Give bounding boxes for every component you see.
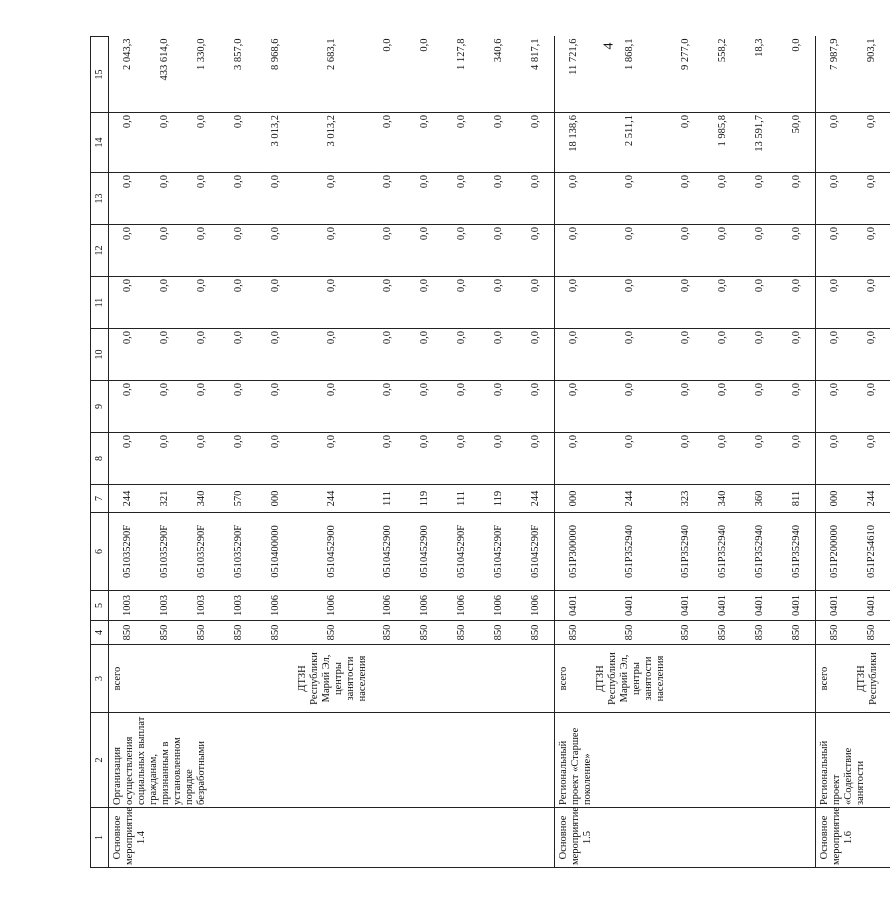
- cell-c6: 051035290F: [183, 513, 220, 591]
- cell-c12: 0,0: [704, 225, 741, 277]
- cell-c12: 0,0: [294, 225, 369, 277]
- cell-c6: 0510452900: [369, 513, 406, 591]
- table-body: [109, 37, 890, 868]
- header-cell: 3: [91, 645, 109, 713]
- cell-c7: 000: [257, 485, 294, 513]
- cell-c12: 0,0: [109, 225, 147, 277]
- cell-c14: 0,0: [146, 113, 183, 173]
- cell-c5: 1003: [146, 591, 183, 621]
- cell-c13: 0,0: [443, 173, 480, 225]
- cell-c5: 1006: [257, 591, 294, 621]
- cell-c10: 0,0: [667, 329, 704, 381]
- cell-c6: 051035290F: [220, 513, 257, 591]
- cell-c5: 0401: [853, 591, 890, 621]
- cell-c9: 0,0: [592, 381, 667, 433]
- cell-c13: 0,0: [741, 173, 778, 225]
- cell-c4: 850: [146, 621, 183, 645]
- cell-c8: 0,0: [294, 433, 369, 485]
- executor-cell: [220, 645, 257, 713]
- cell-c12: 0,0: [183, 225, 220, 277]
- header-cell: 6: [91, 513, 109, 591]
- event-number-cell: Основное мероприятие 1.6: [816, 808, 890, 868]
- cell-c4: 850: [517, 621, 555, 645]
- cell-c11: 0,0: [816, 277, 854, 329]
- cell-c8: 0,0: [555, 433, 593, 485]
- event-number-cell: Основное мероприятие 1.4: [109, 808, 555, 868]
- cell-c7: 244: [109, 485, 147, 513]
- cell-c15: 2 683,1: [294, 37, 369, 113]
- header-cell: 15: [91, 37, 109, 113]
- header-cell: 9: [91, 381, 109, 433]
- cell-c6: 051P352940: [592, 513, 667, 591]
- cell-c12: 0,0: [146, 225, 183, 277]
- cell-c7: 000: [555, 485, 593, 513]
- cell-c6: 0510400000: [257, 513, 294, 591]
- cell-c12: 0,0: [592, 225, 667, 277]
- cell-c10: 0,0: [517, 329, 555, 381]
- cell-c9: 0,0: [257, 381, 294, 433]
- executor-cell: [443, 645, 480, 713]
- cell-c6: 0510452900: [406, 513, 443, 591]
- cell-c8: 0,0: [853, 433, 890, 485]
- cell-c5: 0401: [816, 591, 854, 621]
- cell-c9: 0,0: [443, 381, 480, 433]
- executor-cell: всего: [816, 645, 854, 713]
- table-row: [555, 37, 593, 868]
- cell-c9: 0,0: [369, 381, 406, 433]
- cell-c7: 360: [741, 485, 778, 513]
- cell-c6: 051P254610: [853, 513, 890, 591]
- cell-c13: 0,0: [853, 173, 890, 225]
- cell-c4: 850: [741, 621, 778, 645]
- cell-c14: 2 511,1: [592, 113, 667, 173]
- cell-c8: 0,0: [704, 433, 741, 485]
- executor-cell: [480, 645, 517, 713]
- cell-c5: 1006: [369, 591, 406, 621]
- cell-c7: 340: [704, 485, 741, 513]
- cell-c13: 0,0: [667, 173, 704, 225]
- cell-c6: 051P300000: [555, 513, 593, 591]
- event-name-cell: Региональный проект «Старшее поколение»: [555, 713, 816, 808]
- cell-c9: 0,0: [109, 381, 147, 433]
- executor-cell: [517, 645, 555, 713]
- cell-c11: 0,0: [741, 277, 778, 329]
- cell-c8: 0,0: [443, 433, 480, 485]
- executor-cell: [778, 645, 816, 713]
- cell-c13: 0,0: [816, 173, 854, 225]
- cell-c9: 0,0: [741, 381, 778, 433]
- cell-c6: 051P352940: [704, 513, 741, 591]
- cell-c13: 0,0: [369, 173, 406, 225]
- cell-c14: 0,0: [369, 113, 406, 173]
- cell-c5: 1006: [480, 591, 517, 621]
- cell-c15: 1 127,8: [443, 37, 480, 113]
- executor-cell: ДТЗН Республики Марий Эл, центры занятости населения: [592, 645, 667, 713]
- cell-c8: 0,0: [183, 433, 220, 485]
- cell-c8: 0,0: [369, 433, 406, 485]
- cell-c11: 0,0: [667, 277, 704, 329]
- cell-c10: 0,0: [294, 329, 369, 381]
- cell-c14: 3 013,2: [257, 113, 294, 173]
- header-cell: 14: [91, 113, 109, 173]
- header-cell: 2: [91, 713, 109, 808]
- cell-c12: 0,0: [853, 225, 890, 277]
- cell-c7: 111: [369, 485, 406, 513]
- cell-c5: 0401: [704, 591, 741, 621]
- cell-c15: 8 968,6: [257, 37, 294, 113]
- header-cell: 8: [91, 433, 109, 485]
- cell-c9: 0,0: [183, 381, 220, 433]
- executor-cell: ДТЗН Республики: [853, 645, 890, 713]
- cell-c13: 0,0: [294, 173, 369, 225]
- cell-c9: 0,0: [294, 381, 369, 433]
- cell-c5: 1006: [443, 591, 480, 621]
- cell-c7: 570: [220, 485, 257, 513]
- cell-c7: 244: [294, 485, 369, 513]
- cell-c4: 850: [778, 621, 816, 645]
- executor-cell: [704, 645, 741, 713]
- cell-c11: 0,0: [778, 277, 816, 329]
- cell-c6: 051045290F: [517, 513, 555, 591]
- cell-c10: 0,0: [480, 329, 517, 381]
- cell-c10: 0,0: [443, 329, 480, 381]
- cell-c7: 119: [480, 485, 517, 513]
- event-name-cell: Региональный проект «Содействие занятости: [816, 713, 890, 808]
- cell-c4: 850: [443, 621, 480, 645]
- cell-c12: 0,0: [555, 225, 593, 277]
- cell-c13: 0,0: [406, 173, 443, 225]
- cell-c14: 1 985,8: [704, 113, 741, 173]
- cell-c15: 18,3: [741, 37, 778, 113]
- page-number: 4: [601, 42, 617, 50]
- cell-c8: 0,0: [517, 433, 555, 485]
- cell-c15: 1 868,1: [592, 37, 667, 113]
- cell-c4: 850: [480, 621, 517, 645]
- cell-c12: 0,0: [816, 225, 854, 277]
- cell-c14: 0,0: [480, 113, 517, 173]
- cell-c4: 850: [109, 621, 147, 645]
- cell-c7: 340: [183, 485, 220, 513]
- cell-c11: 0,0: [704, 277, 741, 329]
- cell-c11: 0,0: [369, 277, 406, 329]
- rotated-table-container: [90, 36, 879, 868]
- cell-c11: 0,0: [555, 277, 593, 329]
- cell-c4: 850: [406, 621, 443, 645]
- cell-c10: 0,0: [853, 329, 890, 381]
- cell-c6: 051035290F: [109, 513, 147, 591]
- cell-c8: 0,0: [109, 433, 147, 485]
- cell-c15: 11 721,6: [555, 37, 593, 113]
- cell-c14: 50,0: [778, 113, 816, 173]
- cell-c4: 850: [816, 621, 854, 645]
- cell-c4: 850: [220, 621, 257, 645]
- cell-c13: 0,0: [183, 173, 220, 225]
- executor-cell: [257, 645, 294, 713]
- cell-c6: 051P352940: [778, 513, 816, 591]
- cell-c9: 0,0: [853, 381, 890, 433]
- cell-c5: 0401: [741, 591, 778, 621]
- cell-c12: 0,0: [220, 225, 257, 277]
- cell-c10: 0,0: [146, 329, 183, 381]
- cell-c11: 0,0: [480, 277, 517, 329]
- cell-c13: 0,0: [480, 173, 517, 225]
- cell-c15: 9 277,0: [667, 37, 704, 113]
- cell-c8: 0,0: [257, 433, 294, 485]
- cell-c14: 3 013,2: [294, 113, 369, 173]
- header-cell: 1: [91, 808, 109, 868]
- cell-c13: 0,0: [220, 173, 257, 225]
- cell-c11: 0,0: [220, 277, 257, 329]
- cell-c14: 0,0: [443, 113, 480, 173]
- executor-cell: [406, 645, 443, 713]
- cell-c7: 244: [517, 485, 555, 513]
- cell-c11: 0,0: [257, 277, 294, 329]
- cell-c8: 0,0: [667, 433, 704, 485]
- cell-c6: 051P352940: [667, 513, 704, 591]
- cell-c6: 051045290F: [443, 513, 480, 591]
- cell-c4: 850: [555, 621, 593, 645]
- executor-cell: [741, 645, 778, 713]
- cell-c15: 2 043,3: [109, 37, 147, 113]
- cell-c4: 850: [592, 621, 667, 645]
- cell-c8: 0,0: [592, 433, 667, 485]
- cell-c6: 051045290F: [480, 513, 517, 591]
- cell-c15: 1 330,0: [183, 37, 220, 113]
- cell-c14: 0,0: [517, 113, 555, 173]
- cell-c5: 1003: [109, 591, 147, 621]
- header-row: [91, 37, 109, 868]
- executor-cell: всего: [555, 645, 593, 713]
- table-row: [109, 37, 147, 868]
- cell-c10: 0,0: [704, 329, 741, 381]
- cell-c13: 0,0: [517, 173, 555, 225]
- executor-cell: ДТЗН Республики Марий Эл, центры занятости населения: [294, 645, 369, 713]
- cell-c5: 1003: [220, 591, 257, 621]
- cell-c13: 0,0: [592, 173, 667, 225]
- header-cell: 7: [91, 485, 109, 513]
- cell-c14: 0,0: [853, 113, 890, 173]
- cell-c15: 340,6: [480, 37, 517, 113]
- cell-c4: 850: [257, 621, 294, 645]
- cell-c10: 0,0: [183, 329, 220, 381]
- cell-c4: 850: [183, 621, 220, 645]
- cell-c13: 0,0: [257, 173, 294, 225]
- cell-c8: 0,0: [406, 433, 443, 485]
- cell-c12: 0,0: [406, 225, 443, 277]
- cell-c12: 0,0: [369, 225, 406, 277]
- cell-c11: 0,0: [592, 277, 667, 329]
- cell-c10: 0,0: [257, 329, 294, 381]
- cell-c10: 0,0: [406, 329, 443, 381]
- cell-c5: 0401: [667, 591, 704, 621]
- executor-cell: [667, 645, 704, 713]
- cell-c7: 000: [816, 485, 854, 513]
- cell-c10: 0,0: [816, 329, 854, 381]
- cell-c8: 0,0: [146, 433, 183, 485]
- table-row: [816, 37, 854, 868]
- cell-c13: 0,0: [704, 173, 741, 225]
- cell-c10: 0,0: [741, 329, 778, 381]
- cell-c14: 0,0: [109, 113, 147, 173]
- cell-c10: 0,0: [109, 329, 147, 381]
- cell-c12: 0,0: [778, 225, 816, 277]
- cell-c11: 0,0: [853, 277, 890, 329]
- cell-c14: 0,0: [220, 113, 257, 173]
- cell-c9: 0,0: [778, 381, 816, 433]
- cell-c12: 0,0: [667, 225, 704, 277]
- cell-c4: 850: [853, 621, 890, 645]
- cell-c9: 0,0: [406, 381, 443, 433]
- cell-c8: 0,0: [741, 433, 778, 485]
- cell-c5: 1006: [406, 591, 443, 621]
- cell-c14: 0,0: [406, 113, 443, 173]
- header-cell: 10: [91, 329, 109, 381]
- cell-c13: 0,0: [109, 173, 147, 225]
- cell-c7: 244: [853, 485, 890, 513]
- header-cell: 12: [91, 225, 109, 277]
- cell-c8: 0,0: [480, 433, 517, 485]
- cell-c9: 0,0: [517, 381, 555, 433]
- cell-c14: 0,0: [667, 113, 704, 173]
- cell-c12: 0,0: [517, 225, 555, 277]
- header-cell: 13: [91, 173, 109, 225]
- cell-c11: 0,0: [109, 277, 147, 329]
- cell-c14: 0,0: [816, 113, 854, 173]
- header-cell: 11: [91, 277, 109, 329]
- executor-cell: [146, 645, 183, 713]
- cell-c6: 0510452900: [294, 513, 369, 591]
- cell-c9: 0,0: [816, 381, 854, 433]
- cell-c15: 433 614,0: [146, 37, 183, 113]
- cell-c9: 0,0: [555, 381, 593, 433]
- cell-c4: 850: [369, 621, 406, 645]
- cell-c7: 119: [406, 485, 443, 513]
- cell-c5: 1006: [517, 591, 555, 621]
- cell-c15: 558,2: [704, 37, 741, 113]
- cell-c12: 0,0: [480, 225, 517, 277]
- cell-c7: 244: [592, 485, 667, 513]
- cell-c9: 0,0: [220, 381, 257, 433]
- cell-c7: 811: [778, 485, 816, 513]
- cell-c9: 0,0: [667, 381, 704, 433]
- budget-table: [90, 36, 890, 868]
- cell-c14: 18 138,6: [555, 113, 593, 173]
- cell-c6: 051035290F: [146, 513, 183, 591]
- cell-c15: 7 987,9: [816, 37, 854, 113]
- cell-c10: 0,0: [778, 329, 816, 381]
- cell-c15: 0,0: [778, 37, 816, 113]
- event-name-cell: Организация осуществления социальных выплат гражданам, признанным в установленном порядке безработными: [109, 713, 555, 808]
- cell-c4: 850: [294, 621, 369, 645]
- cell-c11: 0,0: [294, 277, 369, 329]
- cell-c10: 0,0: [220, 329, 257, 381]
- cell-c11: 0,0: [443, 277, 480, 329]
- cell-c11: 0,0: [183, 277, 220, 329]
- cell-c8: 0,0: [816, 433, 854, 485]
- cell-c15: 0,0: [406, 37, 443, 113]
- cell-c14: 13 591,7: [741, 113, 778, 173]
- executor-cell: [183, 645, 220, 713]
- cell-c5: 0401: [778, 591, 816, 621]
- cell-c4: 850: [704, 621, 741, 645]
- cell-c7: 321: [146, 485, 183, 513]
- cell-c5: 1003: [183, 591, 220, 621]
- cell-c12: 0,0: [741, 225, 778, 277]
- event-number-cell: Основное мероприятие 1.5: [555, 808, 816, 868]
- cell-c9: 0,0: [480, 381, 517, 433]
- cell-c10: 0,0: [555, 329, 593, 381]
- cell-c13: 0,0: [555, 173, 593, 225]
- cell-c4: 850: [667, 621, 704, 645]
- header-cell: 4: [91, 621, 109, 645]
- cell-c10: 0,0: [369, 329, 406, 381]
- cell-c7: 111: [443, 485, 480, 513]
- cell-c5: 0401: [592, 591, 667, 621]
- executor-cell: [369, 645, 406, 713]
- cell-c5: 0401: [555, 591, 593, 621]
- cell-c12: 0,0: [443, 225, 480, 277]
- header-cell: 5: [91, 591, 109, 621]
- cell-c11: 0,0: [146, 277, 183, 329]
- cell-c13: 0,0: [778, 173, 816, 225]
- cell-c13: 0,0: [146, 173, 183, 225]
- cell-c10: 0,0: [592, 329, 667, 381]
- cell-c8: 0,0: [778, 433, 816, 485]
- cell-c14: 0,0: [183, 113, 220, 173]
- cell-c15: 903,1: [853, 37, 890, 113]
- cell-c15: 0,0: [369, 37, 406, 113]
- cell-c8: 0,0: [220, 433, 257, 485]
- cell-c6: 051P200000: [816, 513, 854, 591]
- cell-c11: 0,0: [406, 277, 443, 329]
- cell-c11: 0,0: [517, 277, 555, 329]
- cell-c5: 1006: [294, 591, 369, 621]
- cell-c6: 051P352940: [741, 513, 778, 591]
- cell-c9: 0,0: [704, 381, 741, 433]
- cell-c9: 0,0: [146, 381, 183, 433]
- cell-c12: 0,0: [257, 225, 294, 277]
- cell-c7: 323: [667, 485, 704, 513]
- cell-c15: 4 817,1: [517, 37, 555, 113]
- cell-c15: 3 857,0: [220, 37, 257, 113]
- executor-cell: всего: [109, 645, 147, 713]
